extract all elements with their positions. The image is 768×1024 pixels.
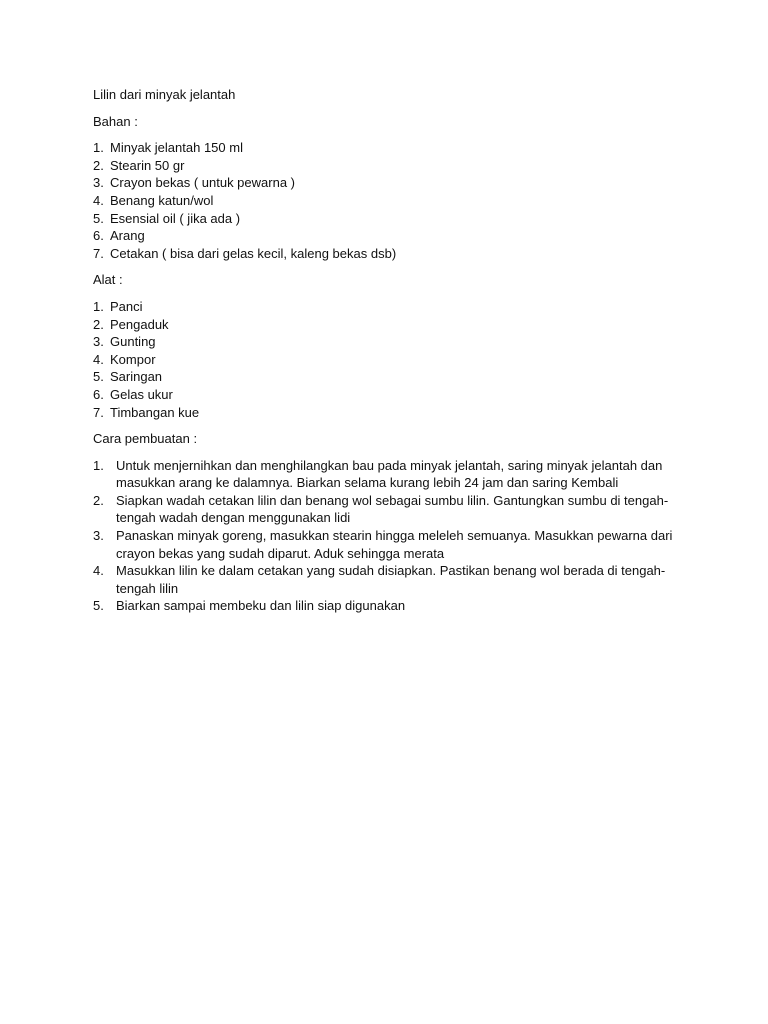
list-item: 3. Crayon bekas ( untuk pewarna )	[93, 175, 295, 191]
list-item: 3. Gunting	[93, 334, 156, 350]
document-body	[93, 86, 683, 615]
cara-steps-list	[93, 457, 683, 615]
bahan-list	[93, 139, 683, 262]
alat-heading: Alat :	[93, 272, 123, 288]
step-item: 5. Biarkan sampai membeku dan lilin siap digunakan	[93, 598, 406, 614]
list-item: 5. Saringan	[93, 369, 163, 385]
list-item: 6. Arang	[93, 228, 145, 244]
list-item: 1. Panci	[93, 298, 143, 314]
bahan-heading: Bahan :	[93, 113, 138, 129]
step-item: 2. Siapkan wadah cetakan lilin dan benang wol sebagai sumbu lilin. Gantungkan sumbu di tengah-tengah wadah dengan menggunakan lidi	[93, 492, 669, 526]
list-item: 1. Minyak jelantah 150 ml	[93, 140, 243, 156]
list-item: 4. Benang katun/wol	[93, 192, 214, 208]
step-item: 1. Untuk menjernihkan dan menghilangkan bau pada minyak jelantah, saring minyak jelantah dan masukkan arang ke dalamnya. Biarkan selama kurang lebih 24 jam dan saring Kembali	[93, 457, 663, 491]
list-item: 7. Timbangan kue	[93, 404, 200, 420]
list-item: 2. Stearin 50 gr	[93, 157, 185, 173]
list-item: 7. Cetakan ( bisa dari gelas kecil, kaleng bekas dsb)	[93, 245, 397, 261]
document-title: Lilin dari minyak jelantah	[93, 87, 236, 102]
list-item: 2. Pengaduk	[93, 316, 169, 332]
list-item: 6. Gelas ukur	[93, 386, 173, 402]
step-item: 4. Masukkan lilin ke dalam cetakan yang sudah disiapkan. Pastikan benang wol berada di tengah-tengah lilin	[93, 563, 666, 596]
step-item: 3. Panaskan minyak goreng, masukkan stearin hingga meleleh semuanya. Masukkan pewarna dari crayon bekas yang sudah diparut. Aduk sehingga merata	[93, 528, 673, 561]
alat-list	[93, 298, 683, 421]
list-item: 5. Esensial oil ( jika ada )	[93, 210, 241, 226]
list-item: 4. Kompor	[93, 351, 156, 367]
cara-heading: Cara pembuatan :	[93, 431, 198, 447]
